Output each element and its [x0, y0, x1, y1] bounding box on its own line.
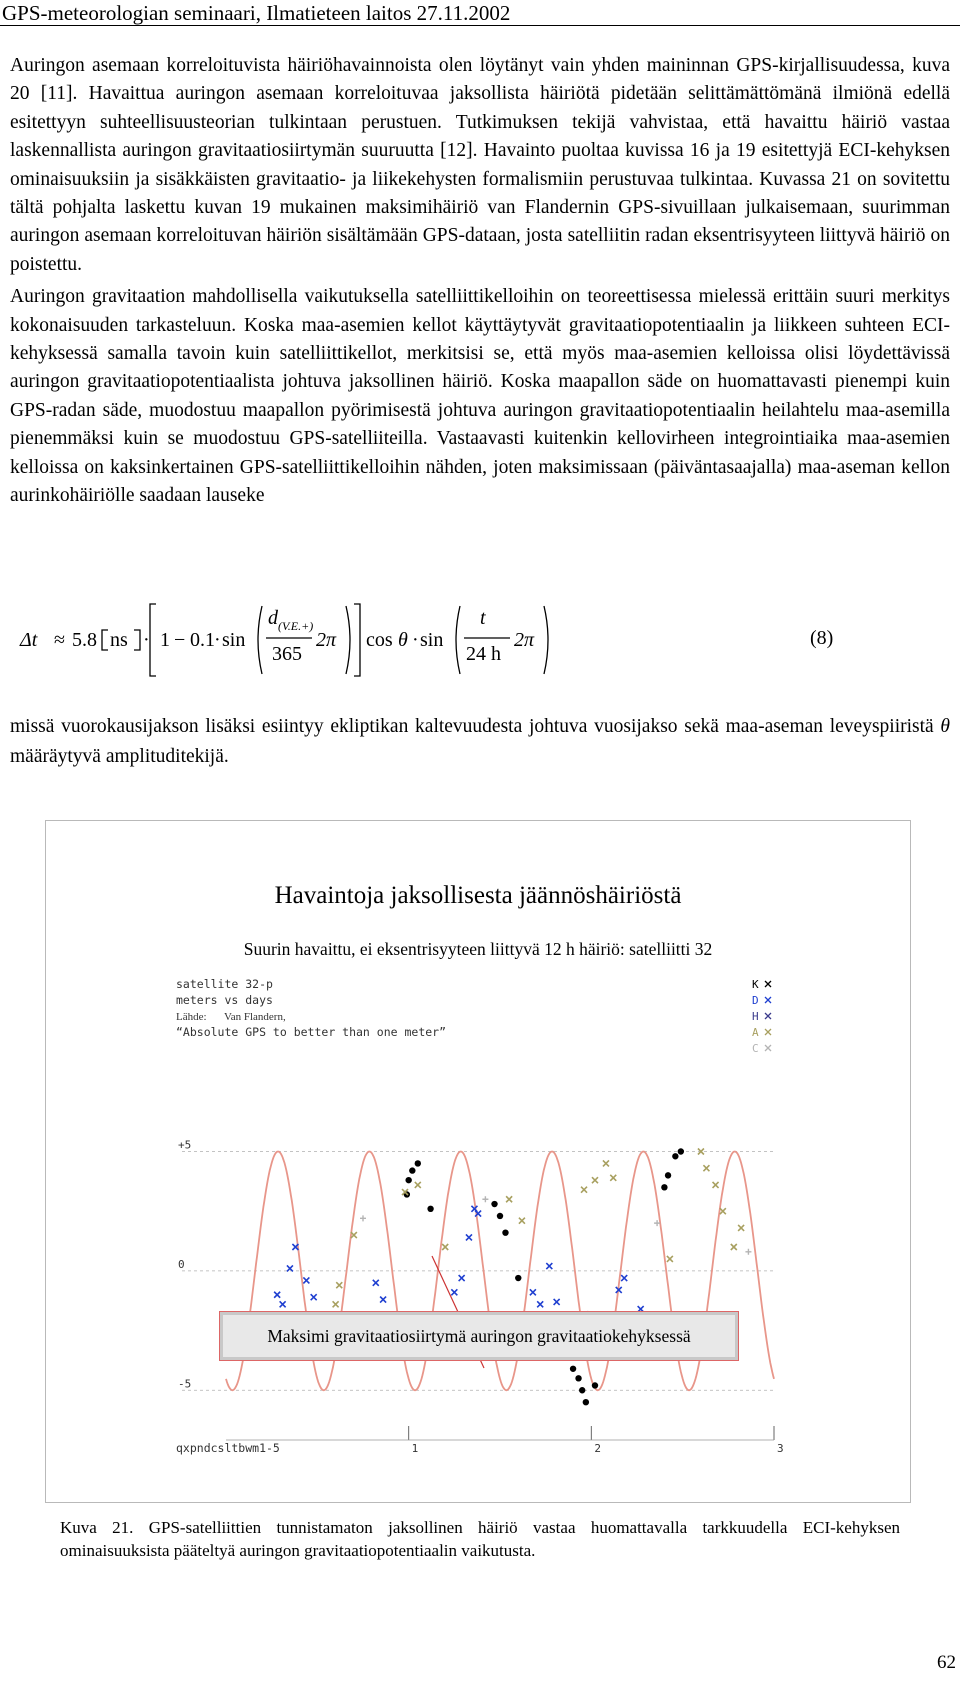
eq-delta-t: Δt: [20, 629, 38, 651]
data-point-K: [672, 1153, 678, 1159]
page-number: 62: [937, 1652, 956, 1673]
footer-label: qxpndcsltbwm1-5: [176, 1441, 280, 1455]
eq-t: t: [480, 607, 486, 629]
data-point-K: [575, 1375, 581, 1381]
plot-header-line-1: satellite 32-p: [176, 977, 273, 991]
x-tick-label: 1: [411, 1442, 419, 1455]
legend-entry-C: C: [752, 1042, 759, 1055]
data-point-K: [415, 1160, 421, 1166]
y-tick-label: 0: [178, 1257, 185, 1271]
figure-caption: Kuva 21. GPS-satelliittien tunnistamaton jaksollinen häiriö vastaa huomattavalla tarkkuudella ECI-kehyksen ominaisuuksista pääteltyä auringon gravitaatiopotentiaalin vaikutusta.: [60, 1518, 900, 1560]
data-point-K: [678, 1148, 684, 1154]
data-point-K: [491, 1201, 497, 1207]
eq-dot-2: ·: [214, 629, 221, 651]
eq-d: d: [268, 607, 278, 629]
data-point-K: [570, 1366, 576, 1372]
body-text: [10, 52, 950, 515]
data-point-K: [592, 1382, 598, 1388]
data-point-K: [661, 1184, 667, 1190]
eq-dot-3: ·: [412, 629, 419, 651]
eq-2pi-1: 2π: [316, 629, 337, 651]
data-point-K: [405, 1177, 411, 1183]
eq-365: 365: [272, 643, 302, 665]
figure-21: [45, 820, 911, 1503]
source-name: Van Flandern,: [224, 1011, 286, 1023]
post-eq-theta: θ: [940, 716, 950, 737]
paragraph-1: Auringon asemaan korreloituvista häiriöhavainnoista olen löytänyt vain yhden maininnan GPS-kirjallisuudessa, kuva 20 [11]. Havaittua auringon asemaan korreloituvaa jaksollista häiriötä pidetään selittämättömänä ilmiönä edellä esitettyyn suhteellisuusteorian tulkintaan perustuen. Tutkimuksen tekijä vahvistaa, että havaittu häiriö vastaa laskennallista auringon gravitaatiosiirtymän suuruutta [12]. Havainto puoltaa kuvissa 16 ja 19 esitettyjä ECI-kehyksen ominaisuuksiin ja sisäkkäisten gravitaatio- ja liikekehysten formalismiin perustuvaa tulkintaa. Kuvassa 21 on sovitettu tältä pohjalta laskettu kuvan 19 mukainen maksimihäiriö van Flandernin GPS-sivuillaan julkaisemaan, suurimman auringon asemaan korreloituvan häiriön sisältämään GPS-dataan, josta satelliitin radan eksentrisyyteen liittyvä häiriö on poistettu.: [10, 55, 950, 275]
data-point-K: [515, 1275, 521, 1281]
eq-unit: ns: [110, 629, 128, 651]
post-eq-text-a: missä vuorokausijakson lisäksi esiintyy ekliptikan kaltevuudesta johtuva vuosijakso sekä maa-aseman leveyspiiristä: [10, 716, 941, 737]
figure-title: Havaintoja jaksollisesta jäännöshäiriöstä: [274, 882, 682, 909]
eq-2pi-2: 2π: [514, 629, 535, 651]
post-equation-text: [10, 712, 950, 772]
data-point-K: [409, 1167, 415, 1173]
y-tick-label: +5: [178, 1138, 192, 1152]
data-point-K: [427, 1206, 433, 1212]
eq-sin-1: sin: [222, 629, 246, 651]
data-point-K: [497, 1213, 503, 1219]
equation-formula: [10, 584, 950, 694]
data-point-K: [502, 1229, 508, 1235]
eq-small: 0.1: [190, 629, 215, 651]
paragraph-2: Auringon gravitaation mahdollisella vaikutuksella satelliittikelloihin on teoreettisessa mielessä erittäin suuri merkitys kokonaisuuden tarkasteluun. Koska maa-asemien kellot käyttäytyvät gravitaatiopotentiaalin ja liikkeen suhteen ECI-kehyksessä samalla tavoin kuin satelliittikellot, merkitsisi se, että myös maa-asemien kelloissa olisi löydettävissä auringon gravitaatiopotentiaalista johtuva jaksollinen häiriö. Koska maapallon säde on huomattavasti pienempi kuin GPS-radan säde, muodostuu maapallon pyörimisestä johtuva auringon gravitaatiopotentiaalin heilahtelu maa-asemilla pienemmäksi kuin se muodostuu GPS-satelliiteilla. Vastaavasti kuitenkin kellovirheen integrointiaika maa-asemien kelloissa on kaksinkertainen GPS-satelliittikelloihin nähden, joten maksimissaan (päiväntasaajalla) maa-aseman kellon aurinkohäiriölle saadaan lauseke: [10, 286, 950, 507]
source-label: Lähde:: [176, 1011, 207, 1023]
running-header: GPS-meteorologian seminaari, Ilmatieteen laitos 27.11.2002: [0, 0, 960, 26]
post-eq-text-b: määräytyvä amplituditekijä.: [10, 746, 229, 767]
eq-minus: −: [174, 629, 186, 651]
eq-coef: 5.8: [72, 629, 97, 651]
y-tick-label: -5: [178, 1377, 192, 1391]
data-point-K: [665, 1172, 671, 1178]
eq-number: (8): [810, 627, 834, 649]
legend-entry-K: K: [752, 978, 759, 991]
legend-entry-H: H: [752, 1010, 759, 1023]
annotation-box: Maksimi gravitaatiosiirtymä auringon gravitaatiokehyksessä: [219, 1311, 739, 1361]
source-title: “Absolute GPS to better than one meter”: [176, 1025, 447, 1039]
eq-one: 1: [160, 629, 170, 651]
data-point-K: [579, 1387, 585, 1393]
figure-subtitle: Suurin havaittu, ei eksentrisyyteen liittyvä 12 h häiriö: satelliitti 32: [243, 939, 713, 959]
x-tick-label: 3: [777, 1442, 784, 1455]
eq-sin-2: sin: [420, 629, 444, 651]
legend-entry-A: A: [752, 1026, 759, 1039]
eq-cos: cos: [366, 629, 393, 651]
eq-ve: (V.E.+): [278, 619, 314, 633]
data-point-K: [583, 1399, 589, 1405]
plot-header-line-2: meters vs days: [176, 993, 273, 1007]
eq-dot-1: ·: [143, 629, 150, 651]
x-tick-label: 2: [594, 1442, 601, 1455]
eq-theta: θ: [398, 629, 408, 651]
residual-plot: [174, 976, 784, 1461]
eq-approx: ≈: [54, 629, 65, 651]
equation-8: [10, 584, 950, 694]
eq-24h: 24 h: [466, 643, 501, 665]
legend-entry-D: D: [752, 994, 759, 1007]
